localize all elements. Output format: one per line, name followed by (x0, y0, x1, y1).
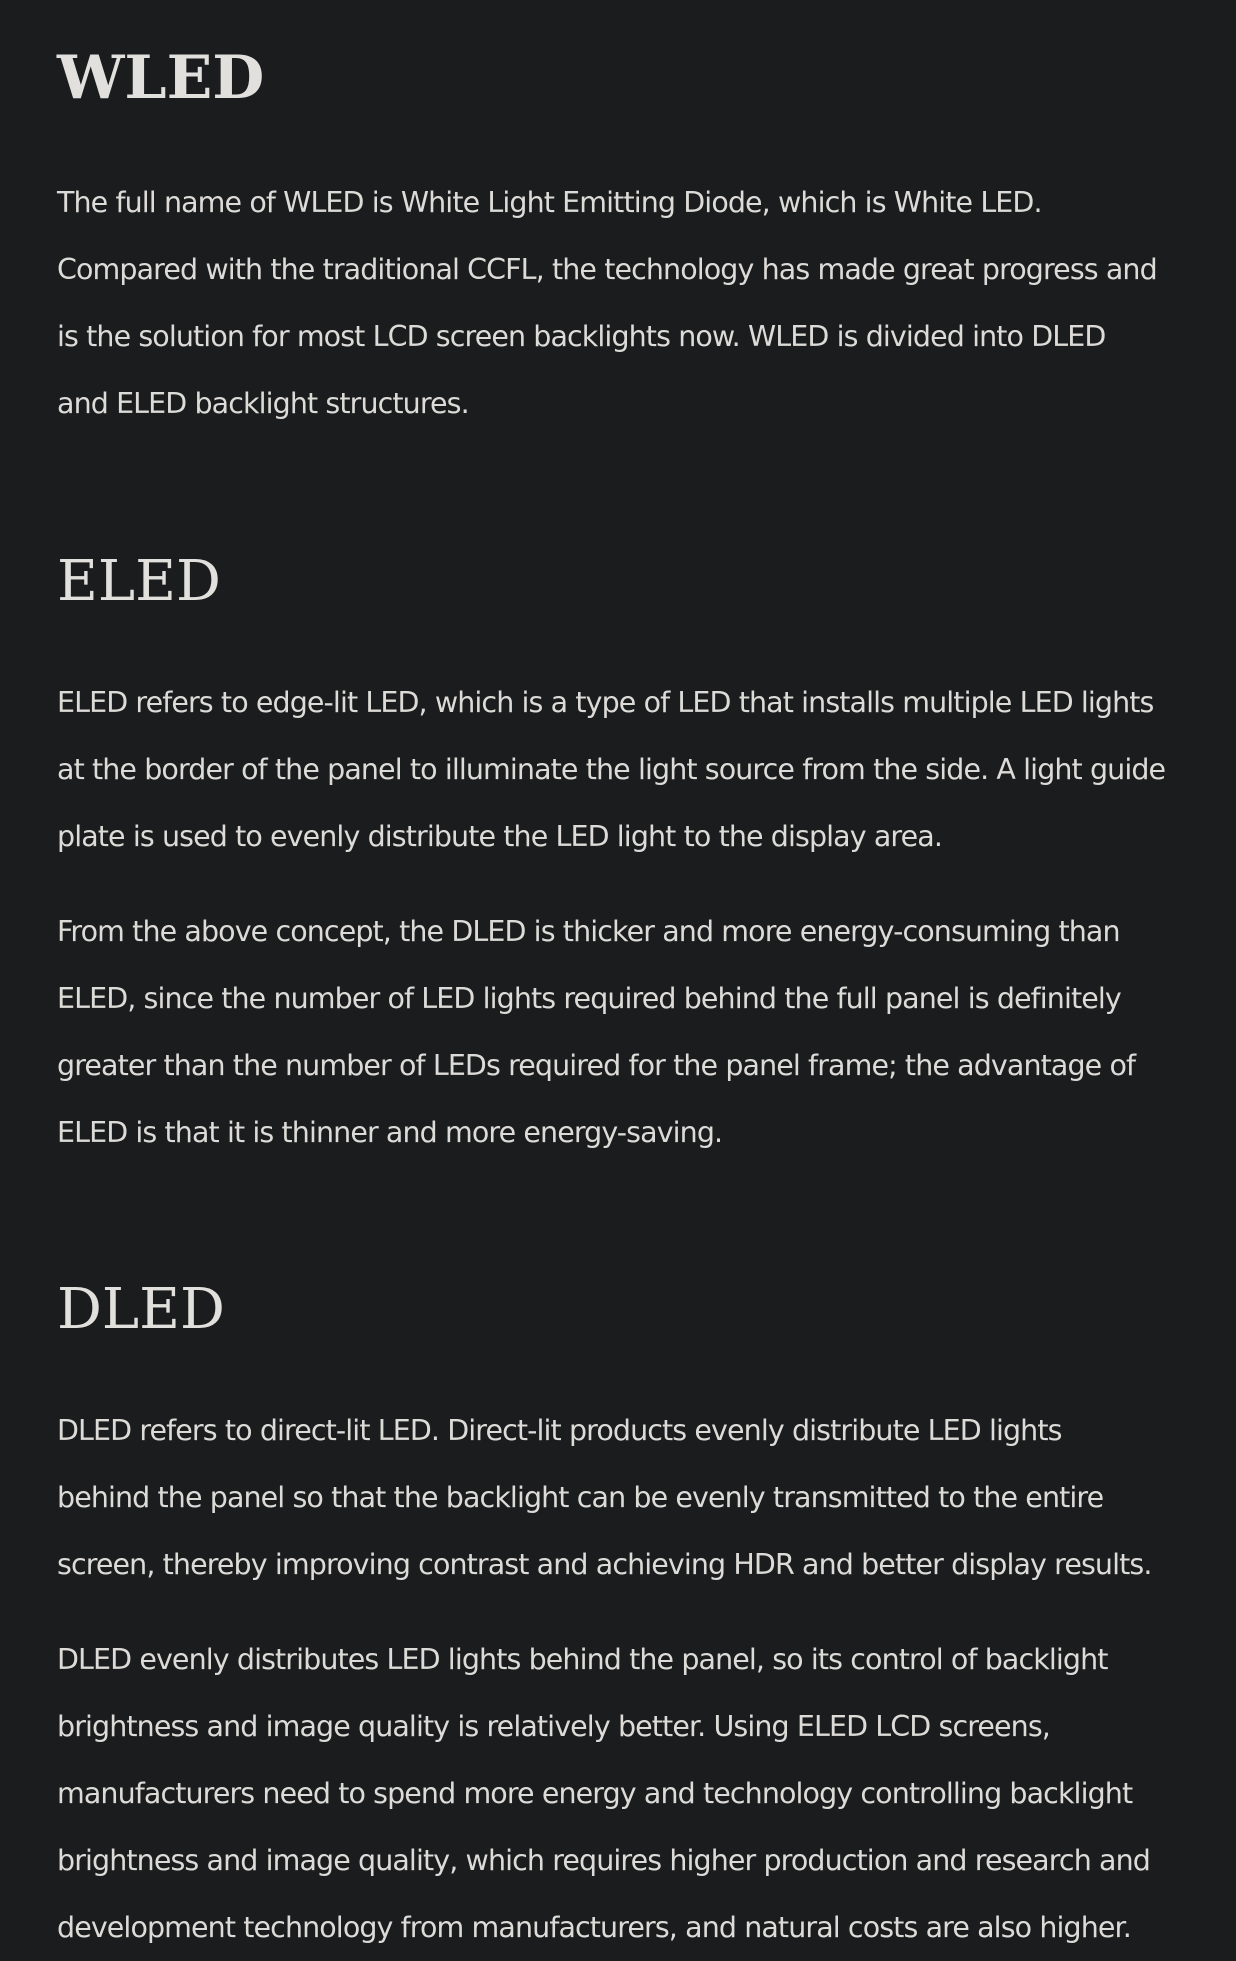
paragraph-dled-control: DLED evenly distributes LED lights behind the panel, so its control of backlight brightness and image quality is relatively better. Using ELED LCD screens, manufacturers need to spend more energy and technology controlling backlight brightness and image quality, which requires higher production and research and development technology from manufacturers, and natural costs are also higher. (57, 1643, 1150, 1944)
paragraph-wled-intro: The full name of WLED is White Light Emitting Diode, which is White LED. Compared with the traditional CCFL, the technology has made great progress and is the solution for most LCD screen backlights now. WLED is divided into DLED and ELED backlight structures. (57, 186, 1157, 420)
heading-dled: DLED (57, 1277, 225, 1342)
paragraph-eled-comparison: From the above concept, the DLED is thicker and more energy-consuming than ELED, since the number of LED lights required behind the full panel is definitely greater than the number of LEDs required for the panel frame; the advantage of ELED is that it is thinner and more energy-saving. (57, 915, 1136, 1149)
paragraph-dled-definition: DLED refers to direct-lit LED. Direct-lit products evenly distribute LED lights behind the panel so that the backlight can be evenly transmitted to the entire screen, thereby improving contrast and achieving HDR and better display results. (57, 1414, 1152, 1581)
heading-eled: ELED (57, 549, 221, 614)
heading-wled: WLED (57, 43, 265, 113)
paragraph-eled-definition: ELED refers to edge-lit LED, which is a type of LED that installs multiple LED lights at the border of the panel to illuminate the light source from the side. A light guide plate is used to evenly distribute the LED light to the display area. (57, 686, 1166, 853)
